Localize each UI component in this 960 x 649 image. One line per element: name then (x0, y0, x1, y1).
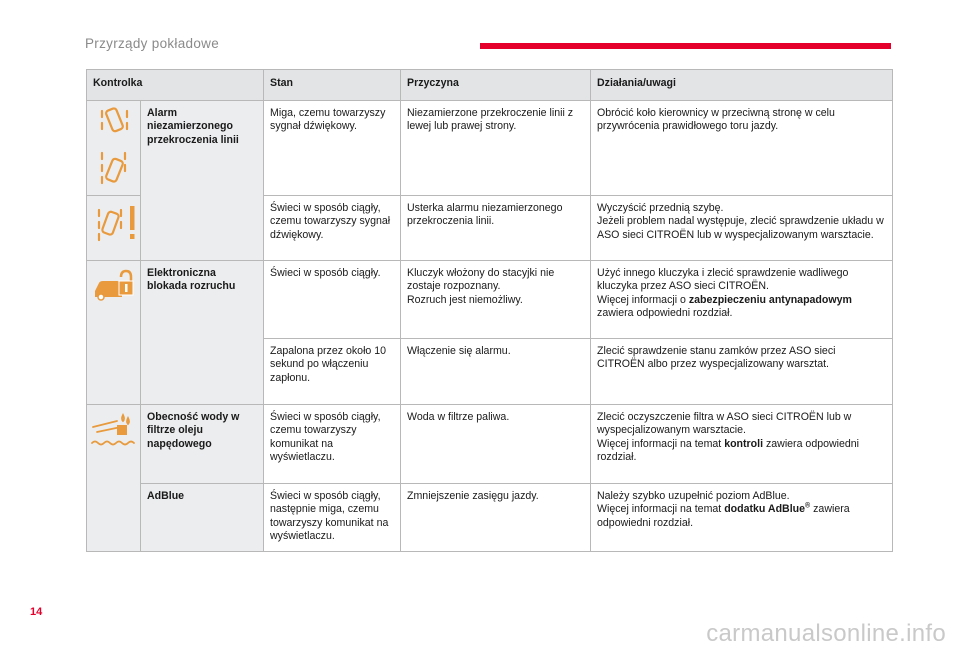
cause-line: Rozruch jest niemożliwy. (407, 293, 523, 306)
lamp-icon-cell (87, 405, 141, 552)
action-line: Wyczyścić przednią szybę. (597, 202, 724, 214)
col-header-stan: Stan (264, 70, 401, 101)
lamp-name: Obecność wody w filtrze oleju napędowego (141, 405, 264, 484)
table-row (87, 101, 893, 196)
cell-dzialania: Zlecić sprawdzenie stanu zamków przez ASO sieci CITROËN albo przez wyspecjalizowany warsztat. (591, 339, 893, 405)
action-reference (724, 503, 810, 515)
action-reference: kontroli (724, 437, 764, 450)
lamp-icon-cell (87, 261, 141, 405)
lamp-name: Elektroniczna blokada rozruchu (141, 261, 264, 405)
action-text: Więcej informacji na temat (597, 503, 725, 516)
col-header-przyczyna: Przyczyna (401, 70, 591, 101)
action-text: Więcej informacji o (597, 293, 689, 306)
immobiliser-key-icon (87, 261, 141, 311)
cell-przyczyna: Zmniejszenie zasięgu jazdy. (401, 484, 591, 552)
cell-dzialania (591, 196, 893, 261)
cell-stan: Miga, czemu towarzyszy sygnał dźwiękowy. (264, 101, 401, 196)
action-line: Użyć innego kluczyka i zlecić sprawdzenie wadliwego kluczyka przez ASO sieci CITROËN. (597, 267, 849, 293)
table-row (87, 484, 893, 552)
col-header-kontrolka: Kontrolka (87, 70, 264, 101)
action-text: Więcej informacji na temat (597, 437, 725, 450)
action-line (597, 294, 886, 321)
lane-departure-left-icon (87, 101, 141, 195)
lamp-name: AdBlue (141, 484, 264, 552)
cell-stan: Świeci w sposób ciągły. (264, 261, 401, 339)
header-accent-bar (480, 43, 891, 49)
page-number: 14 (30, 606, 43, 618)
registered-mark: ® (805, 502, 811, 510)
col-header-dzialania: Działania/uwagi (591, 70, 893, 101)
cell-stan: Świeci w sposób ciągły, czemu towarzyszy komunikat na wyświetlaczu. (264, 405, 401, 484)
lamp-icon-cell (87, 101, 141, 196)
water-in-diesel-filter-icon (87, 405, 141, 455)
page-header-title: Przyrządy pokładowe (85, 36, 220, 51)
cell-przyczyna: Włączenie się alarmu. (401, 339, 591, 405)
table-row (87, 261, 893, 339)
action-line: Zlecić oczyszczenie filtra w ASO sieci CITROËN lub w wyspecjalizowanym warsztacie. (597, 411, 852, 437)
cell-dzialania: Obrócić koło kierownicy w przeciwną stronę w celu przywrócenia prawidłowego toru jazdy. (591, 101, 893, 196)
cell-stan: Świeci w sposób ciągły, następnie miga, czemu towarzyszy komunikat na wyświetlaczu. (264, 484, 401, 552)
action-line (597, 438, 886, 465)
cell-dzialania (591, 405, 893, 484)
lamp-name: Alarm niezamierzonego przekroczenia linii (141, 101, 264, 261)
lamp-icon-cell (87, 196, 141, 261)
cell-dzialania (591, 261, 893, 339)
cell-stan: Świeci w sposób ciągły, czemu towarzyszy sygnał dźwiękowy. (264, 196, 401, 261)
action-reference-text: dodatku AdBlue (724, 503, 806, 516)
action-line (597, 503, 886, 530)
warning-lamps-table (86, 69, 893, 552)
cause-line: Kluczyk włożony do stacyjki nie zostaje rozpoznany. (407, 267, 555, 293)
action-text: zawiera odpowiedni rozdział. (597, 503, 850, 529)
lane-departure-fault-icon (87, 196, 141, 251)
action-reference: zabezpieczeniu antynapadowym (688, 293, 852, 306)
cell-dzialania (591, 484, 893, 552)
action-text: zawiera odpowiedni rozdział. (597, 307, 733, 320)
table-row (87, 405, 893, 484)
cell-przyczyna: Niezamierzone przekroczenie linii z lewej lub prawej strony. (401, 101, 591, 196)
table-header-row (87, 70, 893, 101)
action-line: Należy szybko uzupełnić poziom AdBlue. (597, 490, 790, 502)
watermark: carmanualsonline.info (706, 620, 946, 647)
action-line: Jeżeli problem nadal występuje, zlecić sprawdzenie układu w ASO sieci CITROËN lub w wyspecjalizowanym warsztacie. (597, 215, 884, 241)
cell-stan: Zapalona przez około 10 sekund po włączeniu zapłonu. (264, 339, 401, 405)
action-text: zawiera odpowiedni rozdział. (597, 437, 860, 464)
cell-przyczyna: Woda w filtrze paliwa. (401, 405, 591, 484)
cell-przyczyna (401, 261, 591, 339)
cell-przyczyna: Usterka alarmu niezamierzonego przekroczenia linii. (401, 196, 591, 261)
